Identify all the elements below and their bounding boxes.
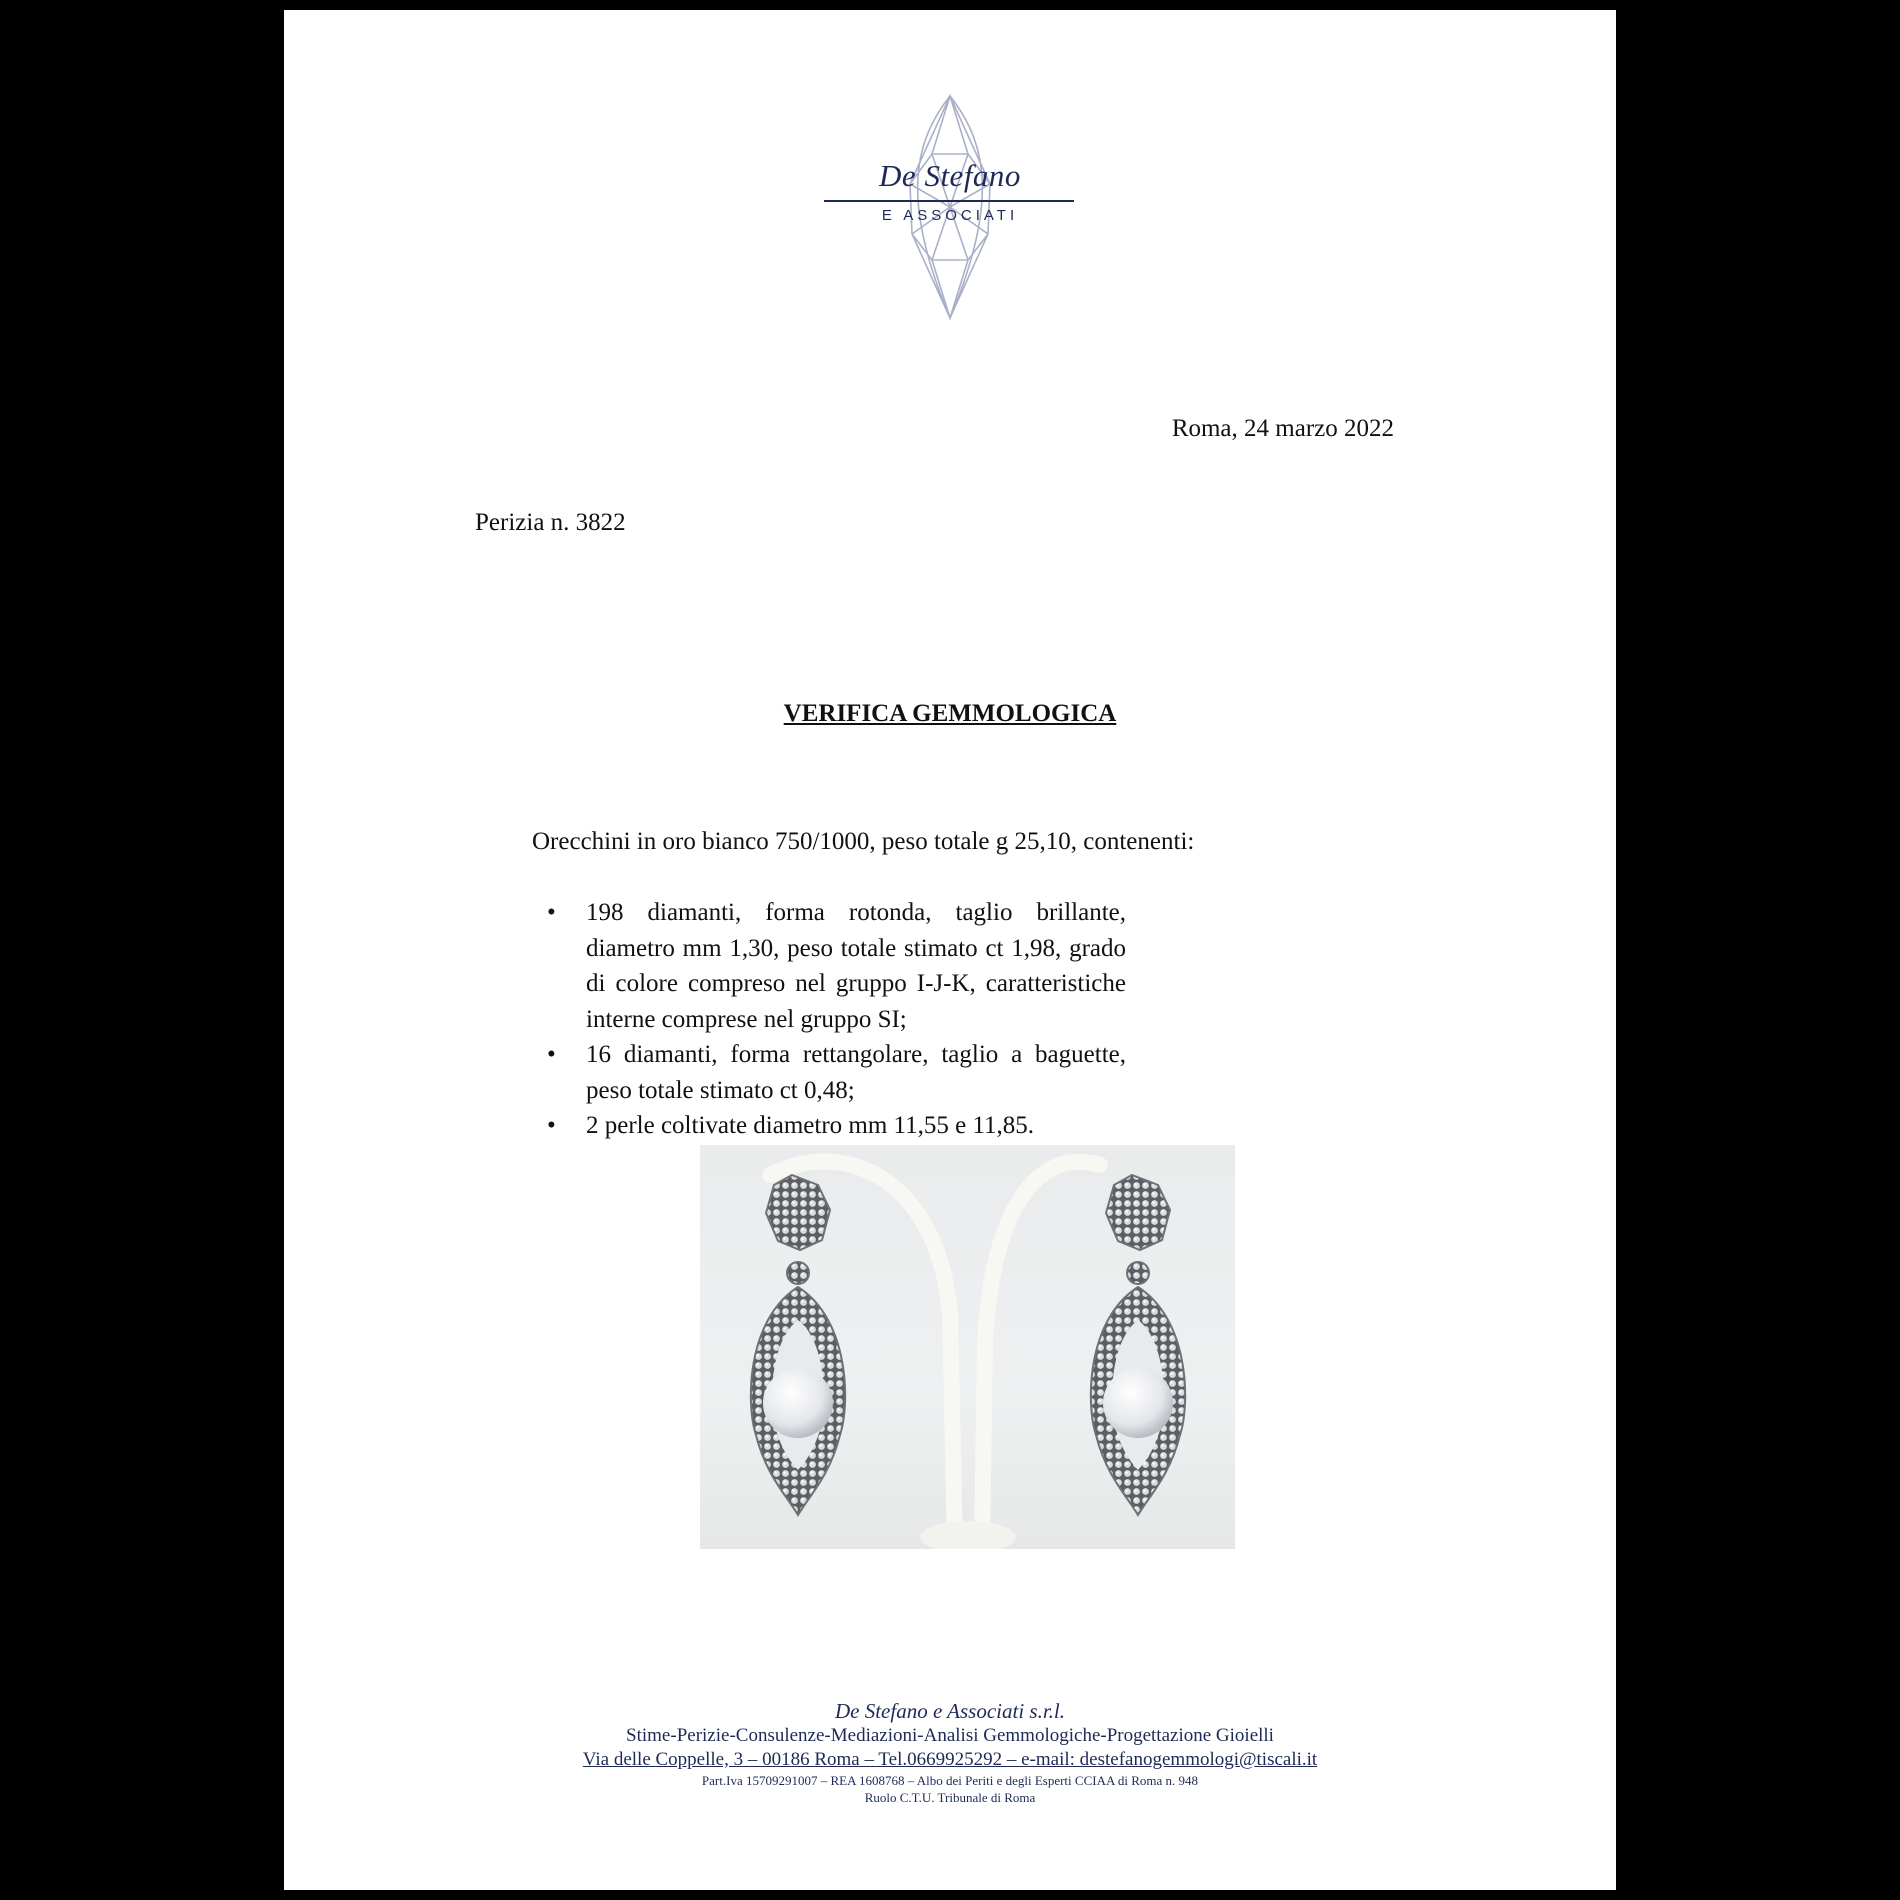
list-item — [532, 1037, 1126, 1108]
list-item — [532, 1108, 1126, 1144]
document-title: VERIFICA GEMMOLOGICA — [783, 700, 1117, 727]
list-item-text: 198 diamanti, forma rotonda, taglio brillante, diametro mm 1,30, peso totale stimato ct 1,98, grado di colore compreso nel gruppo I-J-K, caratteristiche interne comprese nel gruppo SI; — [586, 899, 1126, 1033]
document-date: Roma, 24 marzo 2022 — [1171, 415, 1394, 442]
footer-contact: Via delle Coppelle, 3 – 00186 Roma – Tel.0669925292 – e-mail: destefanogemmologi@tiscali.it — [582, 1749, 1318, 1770]
footer-registry: Part.Iva 15709291007 – REA 1608768 – Albo dei Periti e degli Esperti CCIAA di Roma n. 948 — [701, 1773, 1199, 1788]
list-item — [532, 895, 1126, 1037]
earrings-illustration — [700, 1145, 1235, 1549]
company-logo — [820, 94, 1080, 320]
earrings-photo — [700, 1145, 1235, 1549]
bullet-icon: • — [547, 1041, 556, 1068]
list-item-text: 2 perle coltivate diametro mm 11,55 e 11,85. — [586, 1112, 1035, 1139]
item-description: Orecchini in oro bianco 750/1000, peso totale g 25,10, contenenti: — [532, 828, 1195, 855]
contents-list — [532, 895, 1126, 1144]
logo-subtitle: E ASSOCIATI — [881, 207, 1019, 224]
logo-name: De Stefano — [879, 158, 1021, 193]
perizia-number: Perizia n. 3822 — [475, 509, 626, 536]
list-item-text: 16 diamanti, forma rettangolare, taglio a baguette, peso totale stimato ct 0,48; — [586, 1041, 1126, 1104]
bullet-icon: • — [547, 1112, 556, 1139]
bullet-icon: • — [547, 899, 556, 926]
footer-court: Ruolo C.T.U. Tribunale di Roma — [864, 1790, 1036, 1805]
footer-services: Stime-Perizie-Consulenze-Mediazioni-Analisi Gemmologiche-Progettazione Gioielli — [626, 1725, 1274, 1746]
letterhead-footer — [284, 1698, 1616, 1806]
footer-company: De Stefano e Associati s.r.l. — [834, 1699, 1065, 1723]
logo-divider — [824, 200, 1074, 202]
document-page — [284, 10, 1616, 1890]
